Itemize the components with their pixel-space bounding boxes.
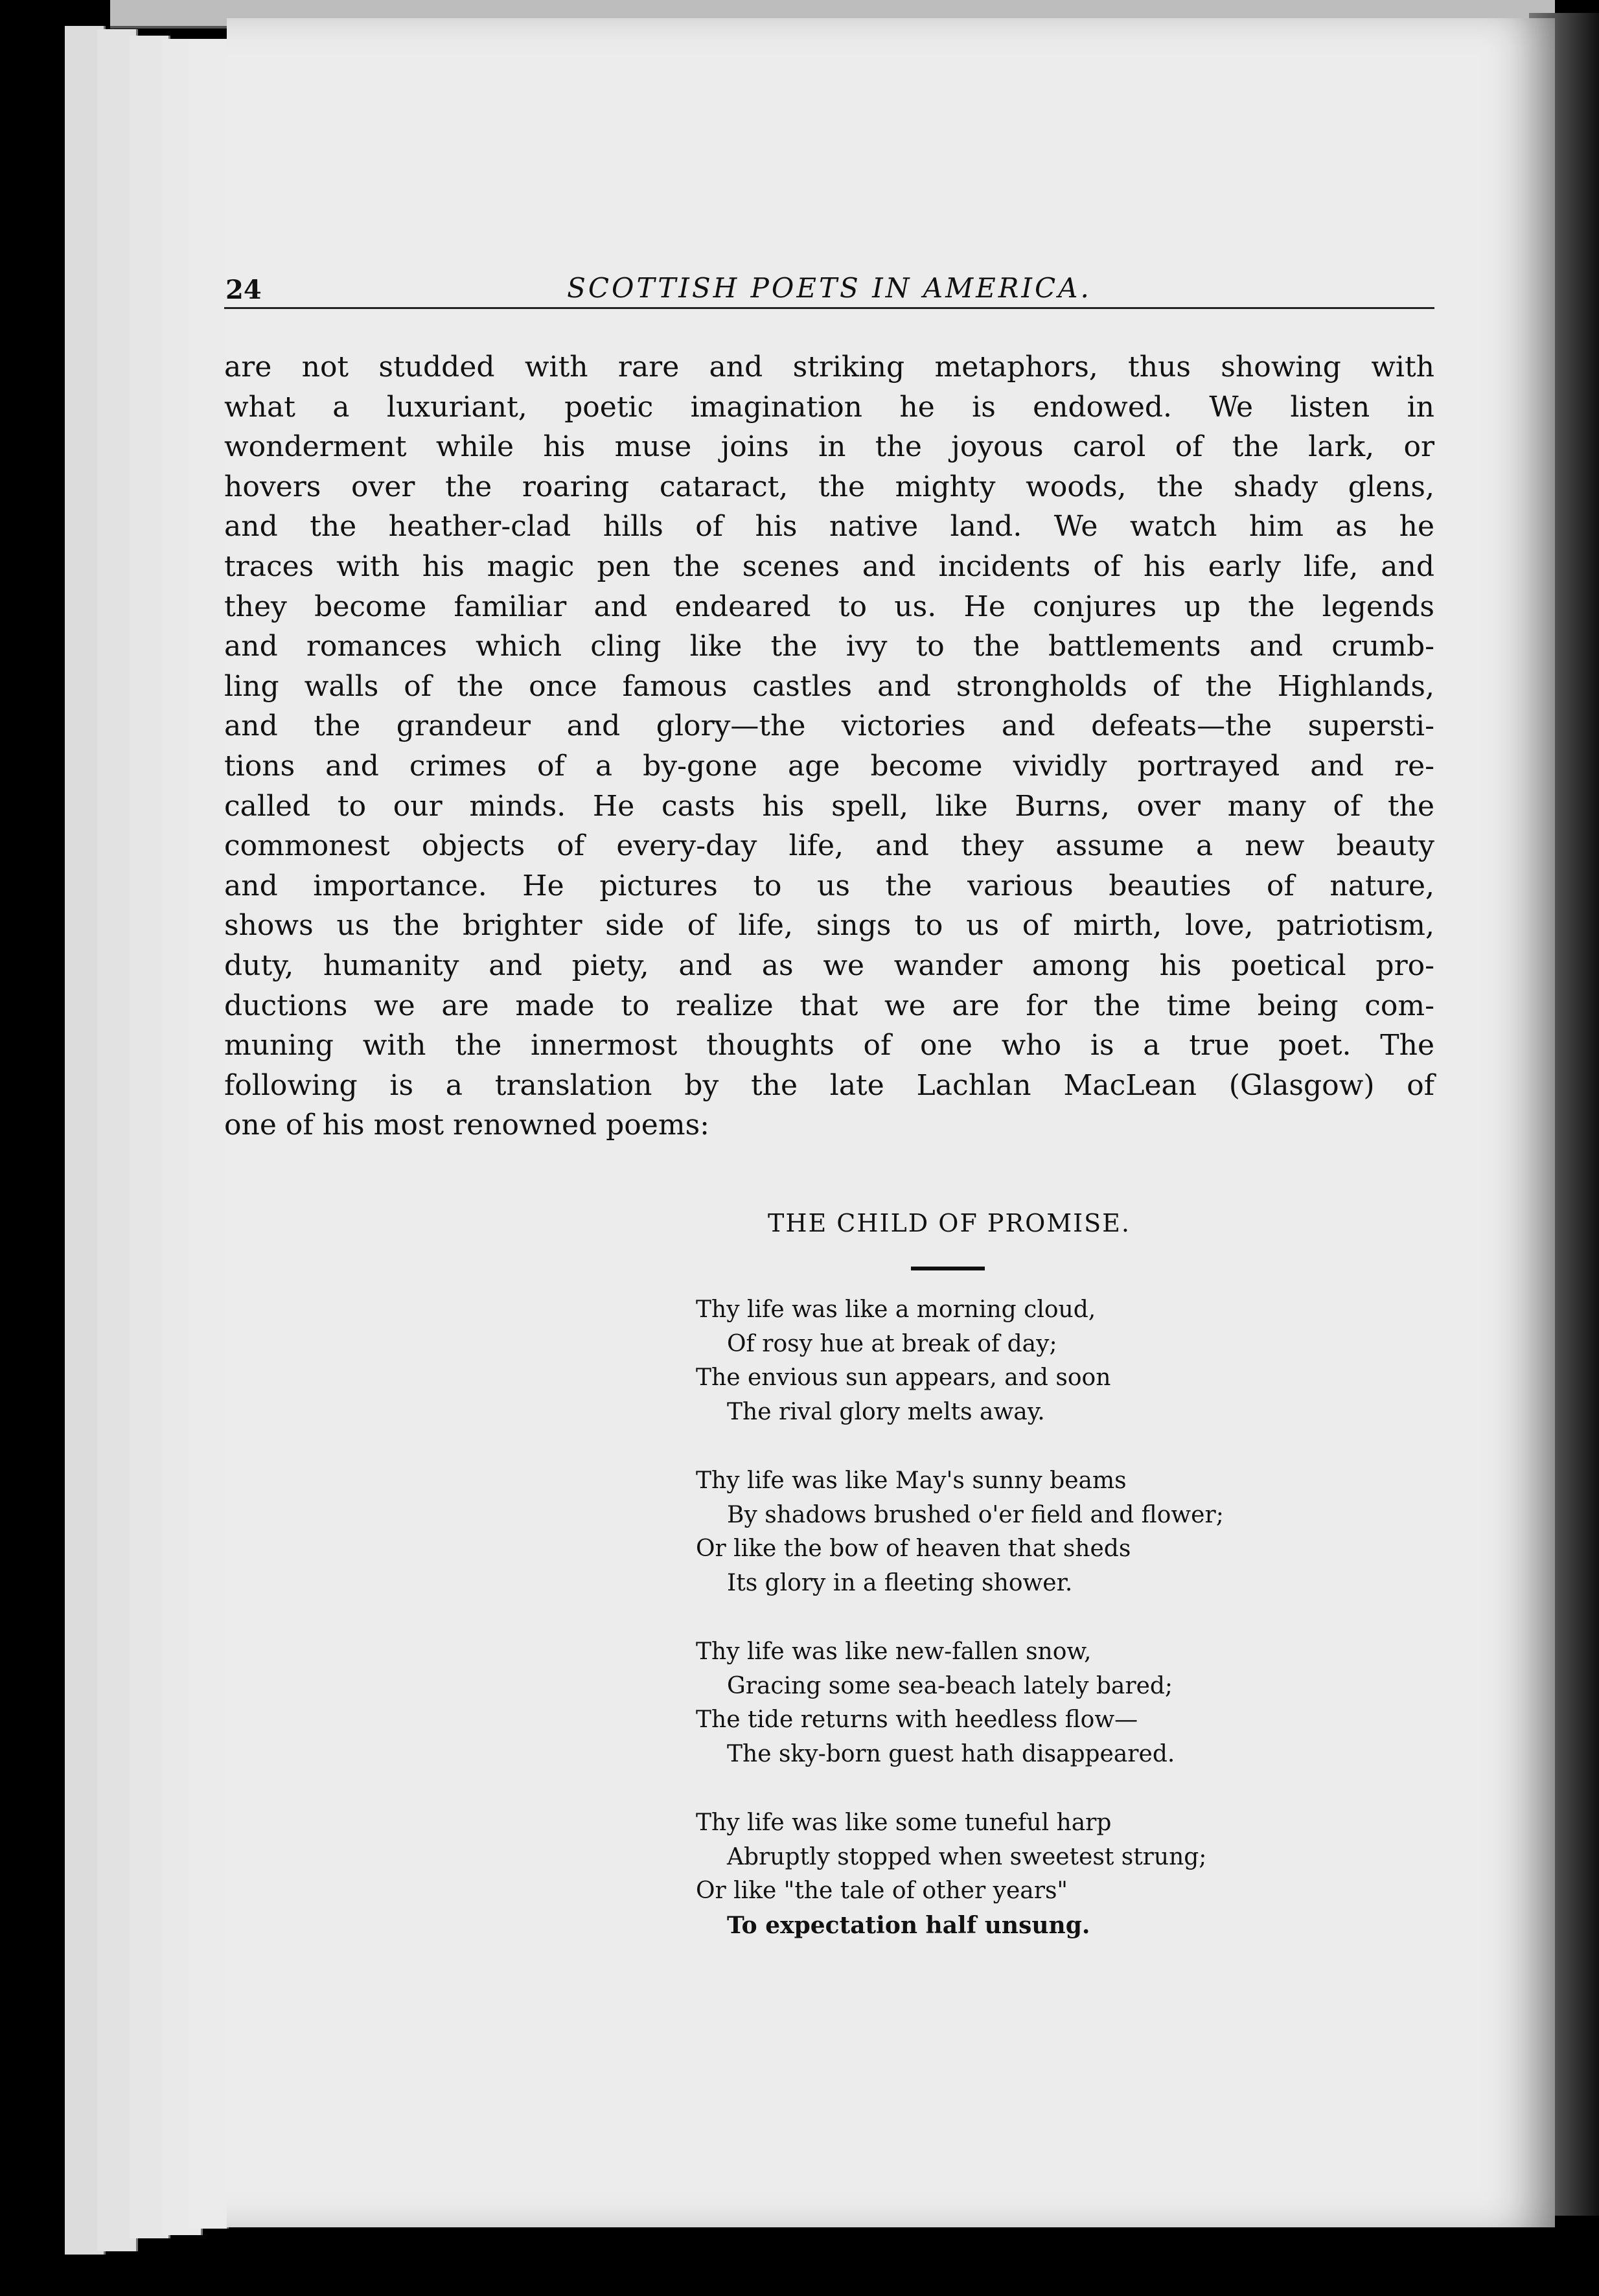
stanza	[696, 1806, 1344, 1942]
text-line: they become familiar and endeared to us. He conjures up the legends	[224, 590, 1434, 623]
verse-line: Gracing some sea-beach lately bared;	[727, 1672, 1173, 1699]
text-line: tions and crimes of a by-gone age become vividly portrayed and re-	[224, 749, 1434, 783]
text-line: what a luxuriant, poetic imagination he is endowed. We listen in	[224, 390, 1434, 424]
text-line: called to our minds. He casts his spell, like Burns, over many of the	[224, 789, 1434, 823]
text-line: ductions we are made to realize that we are for the time being com-	[224, 989, 1434, 1022]
body-paragraph	[224, 347, 1434, 1145]
verse-line: Or like the bow of heaven that sheds	[696, 1535, 1131, 1562]
verse-line: Thy life was like a morning cloud,	[696, 1296, 1096, 1323]
text-line: ling walls of the once famous castles and strongholds of the Highlands,	[224, 669, 1434, 703]
text-line: traces with his magic pen the scenes and incidents of his early life, and	[224, 549, 1434, 583]
stanza	[696, 1464, 1344, 1600]
verse-line: Abruptly stopped when sweetest strung;	[727, 1843, 1207, 1870]
verse-line: By shadows brushed o'er field and flower;	[727, 1501, 1224, 1528]
stanza	[696, 1293, 1344, 1429]
text-line: are not studded with rare and striking metaphors, thus showing with	[224, 350, 1434, 384]
text-line: and romances which cling like the ivy to the battlements and crumb-	[224, 630, 1434, 663]
title-rule	[911, 1267, 985, 1270]
verse-line: Or like "the tale of other years"	[696, 1877, 1068, 1904]
poem	[696, 1293, 1344, 1977]
text-line: commonest objects of every-day life, and they assume a new beauty	[224, 829, 1434, 863]
stanza	[696, 1635, 1344, 1771]
verse-line: The sky-born guest hath disappeared.	[727, 1740, 1175, 1767]
text-line: shows us the brighter side of life, sings to us of mirth, love, patriotism,	[224, 909, 1434, 943]
verse-line: The tide returns with heedless flow—	[696, 1706, 1138, 1733]
verse-line: To expectation half unsung.	[727, 1911, 1090, 1939]
poem-title: THE CHILD OF PROMISE.	[767, 1209, 1131, 1237]
running-title: SCOTTISH POETS IN AMERICA.	[567, 272, 1092, 304]
verse-line: Thy life was like new-fallen snow,	[696, 1638, 1092, 1665]
running-head	[224, 260, 1434, 309]
verse-line: Of rosy hue at break of day;	[727, 1330, 1057, 1357]
text-line: and importance. He pictures to us the various beauties of nature,	[224, 869, 1434, 902]
verse-line: The rival glory melts away.	[727, 1398, 1045, 1425]
text-line: and the grandeur and glory—the victories and defeats—the supersti-	[224, 709, 1434, 743]
verse-line: Its glory in a fleeting shower.	[727, 1569, 1073, 1596]
text-line: and the heather-clad hills of his native land. We watch him as he	[224, 510, 1434, 544]
page-edge	[188, 39, 229, 2229]
verse-line: The envious sun appears, and soon	[696, 1364, 1111, 1391]
verse-line: Thy life was like May's sunny beams	[696, 1467, 1127, 1494]
text-line: following is a translation by the late Lachlan MacLean (Glasgow) of	[224, 1068, 1434, 1102]
text-line: one of his most renowned poems:	[224, 1108, 709, 1142]
text-line: duty, humanity and piety, and as we wander among his poetical pro-	[224, 948, 1434, 982]
text-line: wonderment while his muse joins in the joyous carol of the lark, or	[224, 430, 1434, 464]
page-number: 24	[225, 275, 262, 305]
text-line: hovers over the roaring cataract, the mighty woods, the shady glens,	[224, 470, 1434, 503]
verse-line: Thy life was like some tuneful harp	[696, 1809, 1112, 1836]
text-line: muning with the innermost thoughts of one who is a true poet. The	[224, 1029, 1434, 1062]
